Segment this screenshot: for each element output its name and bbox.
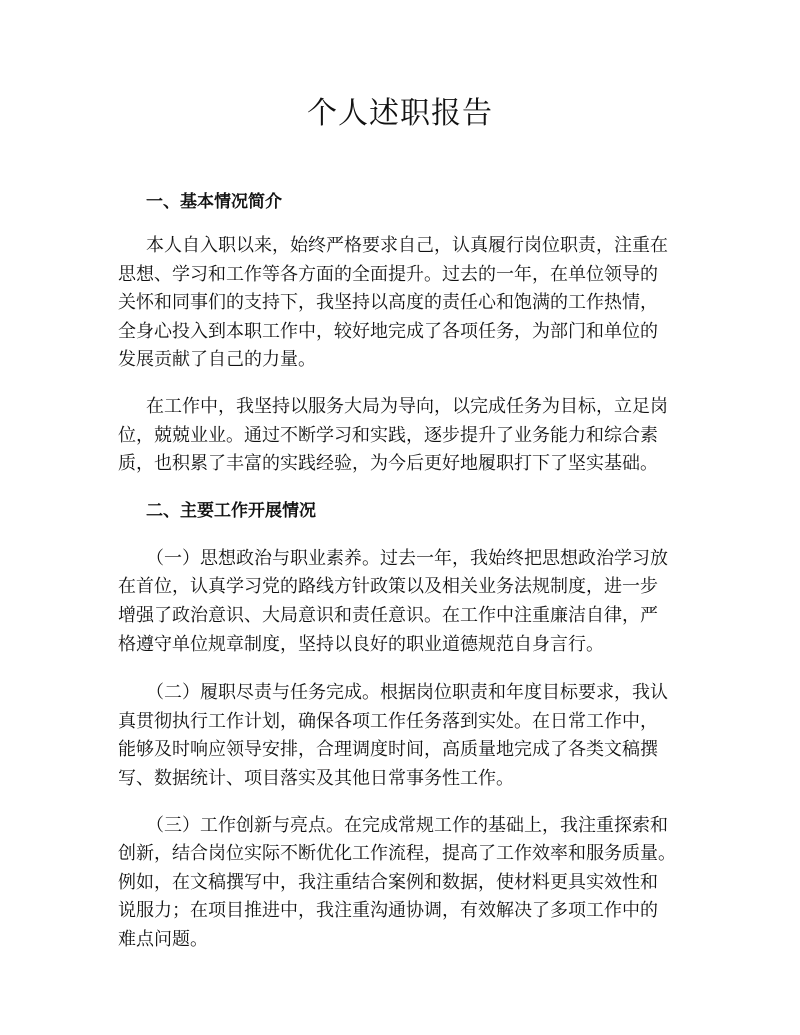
paragraph-line: 质，也积累了丰富的实践经验，为今后更好地履职打下了坚实基础。 [118, 453, 658, 475]
document-title: 个人述职报告 [307, 96, 493, 131]
paragraph-intro [118, 232, 708, 375]
paragraph-line: 例如，在文稿撰写中，我注重结合案例和数据，使材料更具实效性和 [118, 871, 658, 893]
paragraph-line: （三）工作创新与亮点。在完成常规工作的基础上，我注重探索和 [146, 814, 668, 836]
paragraph-line: 难点问题。 [118, 928, 208, 950]
paragraph-line: 能够及时响应领导安排，合理调度时间，高质量地完成了各类文稿撰 [118, 739, 658, 761]
paragraph-line: 位，兢兢业业。通过不断学习和实践，逐步提升了业务能力和综合素 [118, 424, 658, 446]
paragraph-line: （二）履职尽责与任务完成。根据岗位职责和年度目标要求，我认 [146, 682, 668, 704]
section-heading-basic-info: 一、基本情况简介 [146, 192, 282, 212]
paragraph-line: 关怀和同事们的支持下，我坚持以高度的责任心和饱满的工作热情， [118, 292, 658, 314]
paragraph-line: 增强了政治意识、大局意识和责任意识。在工作中注重廉洁自律，严 [118, 604, 658, 626]
paragraph-line: 格遵守单位规章制度，坚持以良好的职业道德规范自身言行。 [118, 633, 604, 655]
paragraph-line: 思想、学习和工作等各方面的全面提升。过去的一年，在单位领导的 [118, 263, 658, 285]
paragraph-line: 全身心投入到本职工作中，较好地完成了各项任务，为部门和单位的 [118, 320, 658, 342]
paragraph-line: （一）思想政治与职业素养。过去一年，我始终把思想政治学习放 [146, 547, 668, 569]
paragraph-line: 发展贡献了自己的力量。 [118, 349, 316, 371]
paragraph-line: 真贯彻执行工作计划，确保各项工作任务落到实处。在日常工作中， [118, 710, 658, 732]
paragraph-line: 写、数据统计、项目落实及其他日常事务性工作。 [118, 767, 514, 789]
paragraph-duty-completion [118, 679, 708, 793]
paragraph-line: 在工作中，我坚持以服务大局为导向，以完成任务为目标，立足岗 [146, 395, 668, 417]
paragraph-line: 创新，结合岗位实际不断优化工作流程，提高了工作效率和服务质量。 [118, 843, 676, 865]
paragraph-line: 说服力；在项目推进中，我注重沟通协调，有效解决了多项工作中的 [118, 900, 658, 922]
paragraph-work-attitude [118, 393, 708, 479]
section-heading-main-work: 二、主要工作开展情况 [146, 500, 316, 521]
paragraph-political-quality [118, 545, 708, 659]
document-body [118, 188, 708, 954]
paragraph-innovation [118, 812, 708, 955]
paragraph-line: 在首位，认真学习党的路线方针政策以及相关业务法规制度，进一步 [118, 576, 658, 598]
paragraph-line: 本人自入职以来，始终严格要求自己，认真履行岗位职责，注重在 [146, 235, 668, 256]
